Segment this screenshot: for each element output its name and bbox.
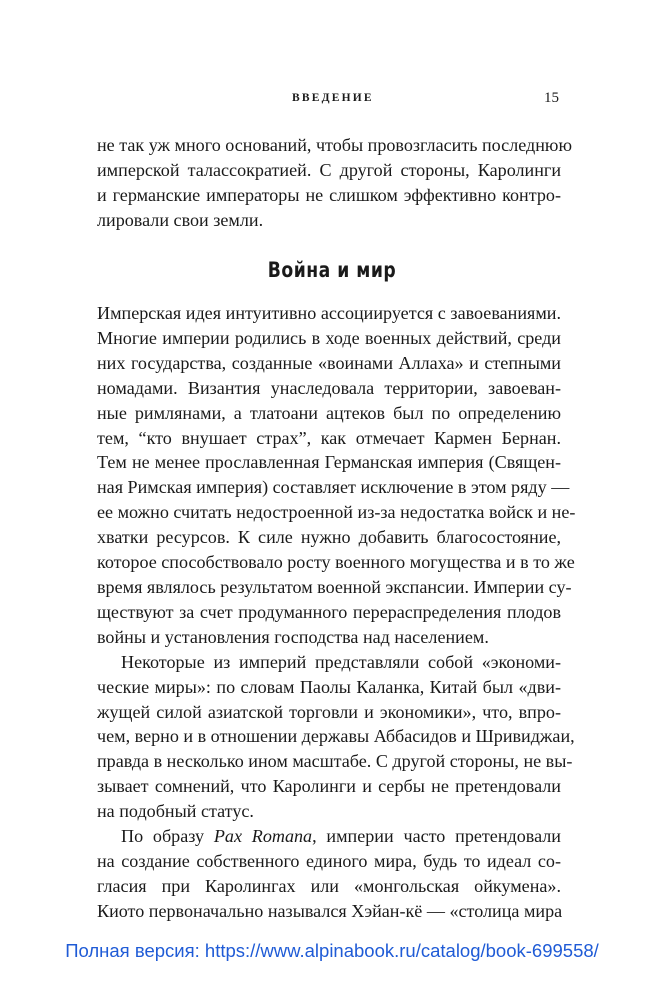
text-line: Многие империи родились в ходе военных действий, среди: [97, 327, 561, 348]
text-line: которое способствовало росту военного могущества и в то же: [97, 552, 575, 573]
text-line: лировали свои земли.: [97, 209, 264, 230]
text-line: жущей силой азиатской торговли и экономики», что, впро-: [97, 701, 561, 722]
italic-term: Pax Romana: [213, 826, 313, 847]
text-line: гласия при Каролингах или «монгольская ойкумена».: [97, 875, 561, 896]
text-line: на создание собственного единого мира, будь то идеал со-: [97, 850, 561, 871]
full-version-link[interactable]: Полная версия: https://www.alpinabook.ru/catalog/book-699558/: [65, 940, 599, 961]
text-line: них государства, созданные «воинами Аллаха» и степными: [97, 352, 561, 373]
running-header: [0, 92, 664, 112]
text-line: на подобный статус.: [97, 801, 254, 822]
running-title: ВВЕДЕНИЕ: [292, 92, 374, 104]
paragraph-1: [97, 301, 576, 924]
text-line: [97, 824, 561, 849]
text-line: номадами. Византия унаследовала территории, завоеван-: [97, 377, 561, 398]
text-line: войны и установления господства над населением.: [97, 626, 489, 647]
page-number: 15: [544, 90, 559, 106]
text-fragment: По образу: [121, 826, 214, 847]
text-line: имперской талассократией. С другой стороны, Каролинги: [97, 159, 561, 180]
text-line: Некоторые из империй представляли собой «экономи-: [121, 651, 561, 672]
text-line: ческие миры»: по словам Паолы Каланка, Китай был «дви-: [97, 676, 561, 697]
text-line: тем, “кто внушает страх”, как отмечает Кармен Бернан.: [97, 427, 561, 448]
text-line: не так уж много оснований, чтобы провозгласить последнюю: [97, 135, 572, 155]
text-line: хватки ресурсов. К силе нужно добавить благосостояние,: [97, 527, 561, 548]
text-line: Киото первоначально назывался Хэйан-кё — «столица мира: [97, 900, 563, 921]
text-line: Имперская идея интуитивно ассоциируется с завоеваниями.: [97, 303, 561, 323]
text-line: время являлось результатом военной экспансии. Империи су-: [97, 576, 572, 597]
section-title: Война и мир: [267, 258, 397, 282]
text-line: ществуют за счет продуманного перераспределения плодов: [97, 601, 561, 622]
text-line: и германские императоры не слишком эффективно контро-: [97, 184, 561, 205]
text-line: ная Римская империя) составляет исключение в этом ряду —: [97, 477, 570, 498]
text-line: чем, верно и в отношении державы Аббасидов и Шривиджаи,: [97, 726, 575, 747]
text-line: ные римлянами, а тлатоани ацтеков был по определению: [97, 402, 561, 423]
text-fragment: , империи часто претендовали: [312, 826, 561, 847]
text-line: правда в несколько ином масштабе. С другой стороны, не вы-: [97, 751, 573, 772]
text-line: Тем не менее прославленная Германская империя (Священ-: [97, 452, 561, 473]
intro-paragraph: [97, 133, 572, 233]
text-line: ее можно считать недостроенной из-за недостатка войск и не-: [97, 502, 576, 523]
text-line: зывает сомнений, что Каролинги и сербы не претендовали: [97, 776, 561, 797]
